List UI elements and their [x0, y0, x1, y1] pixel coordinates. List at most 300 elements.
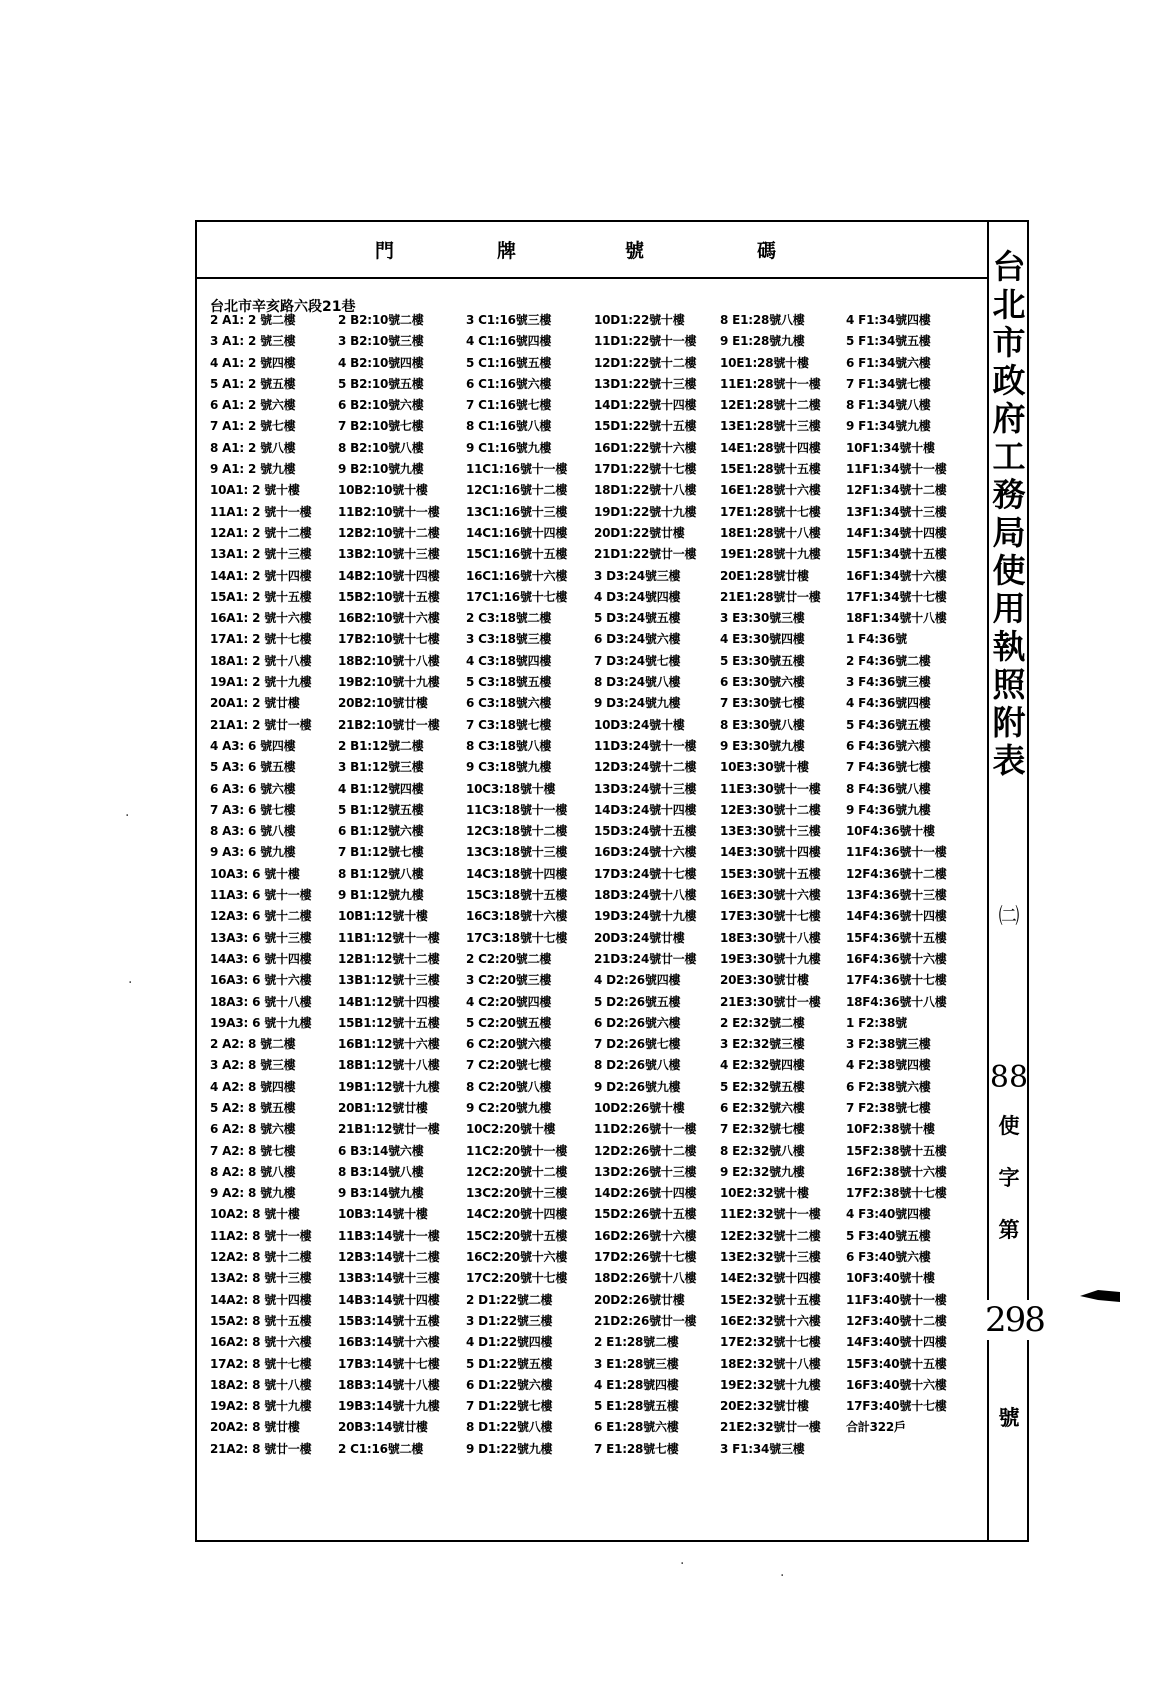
address-entry: 9 B3:14號九樓 [338, 1186, 424, 1201]
address-entry: 4 D1:22號四樓 [466, 1335, 553, 1350]
address-entry: 13A3: 6 號十三樓 [210, 930, 312, 945]
address-entry: 5 B2:10號五樓 [338, 376, 424, 391]
address-entry: 16E3:30號十六樓 [720, 888, 821, 903]
address-entry: 20D1:22號廿樓 [594, 525, 685, 540]
address-entry: 8 C3:18號八樓 [466, 738, 552, 753]
address-entry: 10D1:22號十樓 [594, 313, 685, 327]
address-entry: 16D1:22號十六樓 [594, 440, 697, 455]
address-entry: 17C3:18號十七樓 [466, 930, 568, 945]
address-entry: 8 C2:20號八樓 [466, 1079, 552, 1094]
address-entry: 11E2:32號十一樓 [720, 1207, 821, 1222]
address-entry: 9 C2:20號九樓 [466, 1100, 552, 1115]
address-entry: 18D1:22號十八樓 [594, 483, 697, 498]
address-entry: 13A1: 2 號十三樓 [210, 547, 312, 562]
address-entry: 7 F2:38號七樓 [846, 1100, 931, 1115]
address-entry: 5 F1:34號五樓 [846, 334, 931, 349]
address-entry: 17E1:28號十七樓 [720, 504, 821, 519]
address-entry: 5 A3: 6 號五樓 [210, 760, 296, 775]
address-entry: 10D3:24號十樓 [594, 717, 685, 732]
address-entry: 9 C3:18號九樓 [466, 760, 552, 775]
address-entry: 3 F2:38號三樓 [846, 1037, 931, 1052]
address-entry: 11D3:24號十一樓 [594, 738, 697, 753]
address-entry: 21D3:24號廿一樓 [594, 951, 697, 966]
address-entry: 11F4:36號十一樓 [846, 845, 947, 860]
address-entry: 6 F3:40號六樓 [846, 1250, 931, 1265]
address-entry: 16F2:38號十六樓 [846, 1164, 947, 1179]
address-entry: 9 D2:26號九樓 [594, 1079, 681, 1094]
address-column [338, 310, 470, 1460]
address-entry: 21B1:12號廿一樓 [338, 1122, 440, 1137]
address-entry: 6 E2:32號六樓 [720, 1100, 805, 1115]
address-entry: 6 A3: 6 號六樓 [210, 781, 296, 796]
address-entry: 16A2: 8 號十六樓 [210, 1335, 312, 1350]
address-entry: 6 B1:12號六樓 [338, 824, 424, 839]
address-entry: 14F4:36號十四樓 [846, 909, 947, 924]
part-mark: ㈡ [998, 904, 1020, 928]
address-entry: 14D2:26號十四樓 [594, 1186, 697, 1201]
address-entry: 13C1:16號十三樓 [466, 504, 568, 519]
address-column [466, 310, 598, 1460]
address-entry: 9 C1:16號九樓 [466, 440, 552, 455]
address-entry: 3 C3:18號三樓 [466, 632, 552, 647]
address-entry: 3 A1: 2 號三樓 [210, 334, 296, 349]
type-char: 字 [998, 1165, 1020, 1190]
address-entry: 4 C3:18號四樓 [466, 653, 552, 668]
address-entry: 17F4:36號十七樓 [846, 973, 947, 988]
address-entry: 14B2:10號十四樓 [338, 568, 440, 583]
address-entry: 16A3: 6 號十六樓 [210, 973, 312, 988]
address-entry: 17F1:34號十七樓 [846, 589, 947, 604]
address-entry: 13E2:32號十三樓 [720, 1250, 821, 1265]
address-entry: 9 E1:28號九樓 [720, 334, 805, 349]
address-entry: 15E3:30號十五樓 [720, 866, 821, 881]
address-entry: 4 C2:20號四樓 [466, 994, 552, 1009]
address-entry: 15C1:16號十五樓 [466, 547, 568, 562]
address-entry: 15B1:12號十五樓 [338, 1015, 440, 1030]
address-column [210, 310, 342, 1460]
address-entry: 4 B1:12號四樓 [338, 781, 424, 796]
address-entry: 20D2:26號廿樓 [594, 1292, 685, 1307]
address-entry: 17D3:24號十七樓 [594, 866, 697, 881]
address-entry: 17E2:32號十七樓 [720, 1335, 821, 1350]
address-entry: 12C2:20號十二樓 [466, 1164, 568, 1179]
address-entry: 13E1:28號十三樓 [720, 419, 821, 434]
address-column [720, 310, 852, 1460]
address-entry: 2 A2: 8 號二樓 [210, 1037, 296, 1052]
address-entry: 7 F4:36號七樓 [846, 760, 931, 775]
address-entry: 4 F4:36號四樓 [846, 696, 931, 711]
address-entry: 20A1: 2 號廿樓 [210, 696, 300, 711]
title-char: 表 [992, 741, 1026, 780]
address-entry: 4 D3:24號四樓 [594, 589, 681, 604]
address-entry: 2 E1:28號二樓 [594, 1335, 679, 1350]
address-entry: 5 A1: 2 號五樓 [210, 376, 296, 391]
address-entry: 14A1: 2 號十四樓 [210, 568, 312, 583]
address-entry: 15E1:28號十五樓 [720, 462, 821, 477]
address-entry: 10C2:20號十樓 [466, 1122, 556, 1137]
address-entry: 12A2: 8 號十二樓 [210, 1250, 312, 1265]
address-entry: 13B2:10號十三樓 [338, 547, 440, 562]
address-entry: 2 B2:10號二樓 [338, 313, 424, 327]
address-entry: 16D2:26號十六樓 [594, 1228, 697, 1243]
scan-speck: · [680, 1556, 685, 1572]
address-entry: 6 D2:26號六樓 [594, 1015, 681, 1030]
address-entry: 2 C2:20號二樓 [466, 951, 552, 966]
address-entry: 15C3:18號十五樓 [466, 888, 568, 903]
address-entry: 12E1:28號十二樓 [720, 398, 821, 413]
address-entry: 5 A2: 8 號五樓 [210, 1100, 296, 1115]
address-entry: 13E3:30號十三樓 [720, 824, 821, 839]
address-entry: 3 D1:22號三樓 [466, 1313, 553, 1328]
address-entry: 16B1:12號十六樓 [338, 1037, 440, 1052]
address-entry: 3 E1:28號三樓 [594, 1356, 679, 1371]
address-entry: 16C3:18號十六樓 [466, 909, 568, 924]
address-entry: 5 F4:36號五樓 [846, 717, 931, 732]
address-entry: 6 B2:10號六樓 [338, 398, 424, 413]
address-entry: 13A2: 8 號十三樓 [210, 1271, 312, 1286]
address-entry: 19E3:30號十九樓 [720, 951, 821, 966]
address-entry: 14C1:16號十四樓 [466, 525, 568, 540]
address-entry: 13C3:18號十三樓 [466, 845, 568, 860]
address-entry: 15C2:20號十五樓 [466, 1228, 568, 1243]
scan-speck: · [780, 1568, 785, 1584]
address-entry: 13D3:24號十三樓 [594, 781, 697, 796]
address-entry: 7 E1:28號七樓 [594, 1441, 679, 1456]
address-entry: 3 B2:10號三樓 [338, 334, 424, 349]
address-entry: 6 F2:38號六樓 [846, 1079, 931, 1094]
address-entry: 5 D3:24號五樓 [594, 611, 681, 626]
address-entry: 17C1:16號十七樓 [466, 589, 568, 604]
address-entry: 20B3:14號廿樓 [338, 1420, 428, 1435]
address-entry: 8 A2: 8 號八樓 [210, 1164, 296, 1179]
header-char: 門 [375, 240, 395, 262]
address-entry: 6 A1: 2 號六樓 [210, 398, 296, 413]
title-char: 局 [992, 513, 1026, 552]
address-entry: 4 E3:30號四樓 [720, 632, 805, 647]
address-entry: 8 F4:36號八樓 [846, 781, 931, 796]
address-entry: 12C1:16號十二樓 [466, 483, 568, 498]
address-entry: 15F2:38號十五樓 [846, 1143, 947, 1158]
address-column [846, 310, 978, 1439]
address-entry: 4 E1:28號四樓 [594, 1377, 679, 1392]
address-entry: 8 D1:22號八樓 [466, 1420, 553, 1435]
address-entry: 18A3: 6 號十八樓 [210, 994, 312, 1009]
address-entry: 17F2:38號十七樓 [846, 1186, 947, 1201]
address-entry: 20B1:12號廿樓 [338, 1100, 428, 1115]
address-entry: 18B2:10號十八樓 [338, 653, 440, 668]
address-entry: 15E2:32號十五樓 [720, 1292, 821, 1307]
address-entry: 14B1:12號十四樓 [338, 994, 440, 1009]
lane-address: 台北市辛亥路六段21巷 [210, 299, 356, 315]
address-entry: 20A2: 8 號廿樓 [210, 1420, 300, 1435]
address-entry: 18A2: 8 號十八樓 [210, 1377, 312, 1392]
address-entry: 7 A3: 6 號七樓 [210, 802, 296, 817]
address-entry: 10A1: 2 號十樓 [210, 483, 300, 498]
address-entry: 21A1: 2 號廿一樓 [210, 717, 312, 732]
address-entry: 5 B1:12號五樓 [338, 802, 424, 817]
header-char: 牌 [497, 240, 517, 262]
address-entry: 3 D3:24號三樓 [594, 568, 681, 583]
address-entry: 10F1:34號十樓 [846, 440, 935, 455]
address-entry: 17B2:10號十七樓 [338, 632, 440, 647]
arrow-mark-icon [1080, 1290, 1120, 1302]
address-entry: 17F3:40號十七樓 [846, 1399, 947, 1414]
address-entry: 7 C2:20號七樓 [466, 1058, 552, 1073]
address-entry: 19E2:32號十九樓 [720, 1377, 821, 1392]
address-entry: 5 C3:18號五樓 [466, 675, 552, 690]
address-entry: 17E3:30號十七樓 [720, 909, 821, 924]
address-entry: 3 B1:12號三樓 [338, 760, 424, 775]
address-entry: 6 C2:20號六樓 [466, 1037, 552, 1052]
address-entry: 21E1:28號廿一樓 [720, 589, 821, 604]
address-entry: 11A2: 8 號十一樓 [210, 1228, 312, 1243]
address-entry: 6 D1:22號六樓 [466, 1377, 553, 1392]
address-entry: 16F3:40號十六樓 [846, 1377, 947, 1392]
address-entry: 10F3:40號十樓 [846, 1271, 935, 1286]
address-entry: 17D1:22號十七樓 [594, 462, 697, 477]
address-entry: 18F4:36號十八樓 [846, 994, 947, 1009]
address-entry: 14C2:20號十四樓 [466, 1207, 568, 1222]
address-entry: 7 D2:26號七樓 [594, 1037, 681, 1052]
address-entry: 21B2:10號廿一樓 [338, 717, 440, 732]
address-entry: 2 C1:16號二樓 [338, 1441, 424, 1456]
address-entry: 9 E2:32號九樓 [720, 1164, 805, 1179]
address-entry: 2 C3:18號二樓 [466, 611, 552, 626]
address-entry: 20D3:24號廿樓 [594, 930, 685, 945]
address-entry: 10D2:26號十樓 [594, 1100, 685, 1115]
address-entry: 11D1:22號十一樓 [594, 334, 697, 349]
address-entry: 17A1: 2 號十七樓 [210, 632, 312, 647]
document-number: 298 [985, 1300, 1044, 1340]
address-entry: 1 F4:36號 [846, 632, 907, 647]
address-entry: 7 C3:18號七樓 [466, 717, 552, 732]
address-entry: 15B3:14號十五樓 [338, 1313, 440, 1328]
address-entry: 3 E3:30號三樓 [720, 611, 805, 626]
address-entry: 15F4:36號十五樓 [846, 930, 947, 945]
address-entry: 9 D3:24號九樓 [594, 696, 681, 711]
address-entry: 18E1:28號十八樓 [720, 525, 821, 540]
address-entry: 11D2:26號十一樓 [594, 1122, 697, 1137]
address-entry: 4 B2:10號四樓 [338, 355, 424, 370]
address-entry: 3 F1:34號三樓 [720, 1441, 805, 1456]
address-entry: 8 B3:14號八樓 [338, 1164, 424, 1179]
address-entry: 14F1:34號十四樓 [846, 525, 947, 540]
address-entry: 21D1:22號廿一樓 [594, 547, 697, 562]
address-entry: 1 F2:38號 [846, 1015, 907, 1030]
address-entry: 15F3:40號十五樓 [846, 1356, 947, 1371]
address-entry: 15D3:24號十五樓 [594, 824, 697, 839]
address-entry: 13D1:22號十三樓 [594, 376, 697, 391]
address-entry: 11B3:14號十一樓 [338, 1228, 440, 1243]
address-entry: 6 F1:34號六樓 [846, 355, 931, 370]
address-entry: 17D2:26號十七樓 [594, 1250, 697, 1265]
table-header [197, 222, 987, 279]
address-entry: 12D1:22號十二樓 [594, 355, 697, 370]
address-entry: 9 B2:10號九樓 [338, 462, 424, 477]
document-table [195, 220, 1044, 1542]
scan-speck: · [128, 975, 133, 991]
address-entry: 20E2:32號廿樓 [720, 1399, 809, 1414]
address-entry: 16C2:20號十六樓 [466, 1250, 568, 1265]
address-entry: 8 C1:16號八樓 [466, 419, 552, 434]
address-entry: 9 F1:34號九樓 [846, 419, 931, 434]
address-entry: 9 F4:36號九樓 [846, 802, 931, 817]
address-entry: 18B3:14號十八樓 [338, 1377, 440, 1392]
address-entry: 14C3:18號十四樓 [466, 866, 568, 881]
address-entry: 18E2:32號十八樓 [720, 1356, 821, 1371]
address-entry: 8 E3:30號八樓 [720, 717, 805, 732]
address-entry: 2 A1: 2 號二樓 [210, 313, 296, 327]
address-entry: 19B2:10號十九樓 [338, 675, 440, 690]
address-entry: 3 E2:32號三樓 [720, 1037, 805, 1052]
address-entry: 13B3:14號十三樓 [338, 1271, 440, 1286]
title-char: 照 [992, 665, 1026, 704]
address-entry: 20E1:28號廿樓 [720, 568, 809, 583]
address-entry: 7 E3:30號七樓 [720, 696, 805, 711]
scan-speck: · [125, 808, 130, 824]
address-entry: 12D2:26號十二樓 [594, 1143, 697, 1158]
title-char: 台 [992, 247, 1026, 286]
address-entry: 19A1: 2 號十九樓 [210, 675, 312, 690]
address-entry: 4 A1: 2 號四樓 [210, 355, 296, 370]
address-entry: 5 D2:26號五樓 [594, 994, 681, 1009]
address-entry: 2 F4:36號二樓 [846, 653, 931, 668]
address-entry: 19A2: 8 號十九樓 [210, 1399, 312, 1414]
address-entry: 8 A3: 6 號八樓 [210, 824, 296, 839]
address-entry: 12F3:40號十二樓 [846, 1313, 947, 1328]
address-entry: 17B3:14號十七樓 [338, 1356, 440, 1371]
address-entry: 16E1:28號十六樓 [720, 483, 821, 498]
address-entry: 14A3: 6 號十四樓 [210, 951, 312, 966]
address-entry: 6 D3:24號六樓 [594, 632, 681, 647]
address-entry: 4 A3: 6 號四樓 [210, 738, 296, 753]
address-entry: 3 C1:16號三樓 [466, 313, 552, 327]
address-entry: 2 E2:32號二樓 [720, 1015, 805, 1030]
title-char: 附 [992, 703, 1026, 742]
address-entry: 10B2:10號十樓 [338, 483, 428, 498]
title-char: 執 [992, 627, 1026, 666]
address-entry: 12E2:32號十二樓 [720, 1228, 821, 1243]
header-char: 碼 [757, 240, 777, 262]
address-entry: 7 B2:10號七樓 [338, 419, 424, 434]
address-entry: 5 D1:22號五樓 [466, 1356, 553, 1371]
address-entry: 合計322戶 [846, 1420, 906, 1435]
address-entry: 15B2:10號十五樓 [338, 589, 440, 604]
address-entry: 13D2:26號十三樓 [594, 1164, 697, 1179]
address-entry: 6 C3:18號六樓 [466, 696, 552, 711]
address-entry: 20B2:10號廿樓 [338, 696, 428, 711]
address-entry: 4 D2:26號四樓 [594, 973, 681, 988]
address-entry: 16E2:32號十六樓 [720, 1313, 821, 1328]
address-entry: 19D1:22號十九樓 [594, 504, 697, 519]
address-entry: 7 D3:24號七樓 [594, 653, 681, 668]
address-entry: 14E1:28號十四樓 [720, 440, 821, 455]
address-entry: 7 A1: 2 號七樓 [210, 419, 296, 434]
address-entry: 6 A2: 8 號六樓 [210, 1122, 296, 1137]
address-entry: 12B3:14號十二樓 [338, 1250, 440, 1265]
address-entry: 9 B1:12號九樓 [338, 888, 424, 903]
address-entry: 13F4:36號十三樓 [846, 888, 947, 903]
address-entry: 11B2:10號十一樓 [338, 504, 440, 519]
address-entry: 2 B1:12號二樓 [338, 738, 424, 753]
address-entry: 4 F2:38號四樓 [846, 1058, 931, 1073]
address-entry: 5 C1:16號五樓 [466, 355, 552, 370]
address-entry: 10C3:18號十樓 [466, 781, 556, 796]
address-entry: 6 E1:28號六樓 [594, 1420, 679, 1435]
address-entry: 2 D1:22號二樓 [466, 1292, 553, 1307]
address-entry: 11A3: 6 號十一樓 [210, 888, 312, 903]
title-char: 使 [992, 551, 1026, 590]
title-char: 用 [992, 589, 1026, 628]
address-entry: 9 A2: 8 號九樓 [210, 1186, 296, 1201]
address-entry: 20E3:30號廿樓 [720, 973, 809, 988]
address-entry: 4 E2:32號四樓 [720, 1058, 805, 1073]
address-entry: 16F4:36號十六樓 [846, 951, 947, 966]
address-entry: 5 E3:30號五樓 [720, 653, 805, 668]
address-entry: 13F1:34號十三樓 [846, 504, 947, 519]
address-entry: 8 E1:28號八樓 [720, 313, 805, 327]
address-entry: 5 E2:32號五樓 [720, 1079, 805, 1094]
address-entry: 19A3: 6 號十九樓 [210, 1015, 312, 1030]
address-entry: 4 C1:16號四樓 [466, 334, 552, 349]
address-entry: 8 D3:24號八樓 [594, 675, 681, 690]
address-entry: 12B1:12號十二樓 [338, 951, 440, 966]
address-entry: 3 F4:36號三樓 [846, 675, 931, 690]
address-entry: 14B3:14號十四樓 [338, 1292, 440, 1307]
address-entry: 11B1:12號十一樓 [338, 930, 440, 945]
address-entry: 10B1:12號十樓 [338, 909, 428, 924]
address-entry: 17A2: 8 號十七樓 [210, 1356, 312, 1371]
address-entry: 6 E3:30號六樓 [720, 675, 805, 690]
address-entry: 10A2: 8 號十樓 [210, 1207, 300, 1222]
address-entry: 11C3:18號十一樓 [466, 802, 568, 817]
address-entry: 15A1: 2 號十五樓 [210, 589, 312, 604]
address-entry: 5 E1:28號五樓 [594, 1399, 679, 1414]
address-entry: 9 D1:22號九樓 [466, 1441, 553, 1456]
address-entry: 16F1:34號十六樓 [846, 568, 947, 583]
address-entry: 6 B3:14號六樓 [338, 1143, 424, 1158]
address-entry: 18A1: 2 號十八樓 [210, 653, 312, 668]
suffix-char: 號 [998, 1405, 1020, 1430]
address-entry: 18F1:34號十八樓 [846, 611, 947, 626]
address-entry: 10F4:36號十樓 [846, 824, 935, 839]
address-entry: 15D2:26號十五樓 [594, 1207, 697, 1222]
title-sidebar [985, 222, 1044, 1540]
address-entry: 16C1:16號十六樓 [466, 568, 568, 583]
address-entry: 18E3:30號十八樓 [720, 930, 821, 945]
address-entry: 11F3:40號十一樓 [846, 1292, 947, 1307]
address-entry: 3 C2:20號三樓 [466, 973, 552, 988]
address-entry: 21A2: 8 號廿一樓 [210, 1441, 312, 1456]
address-entry: 10A3: 6 號十樓 [210, 866, 300, 881]
address-entry: 8 B1:12號八樓 [338, 866, 424, 881]
address-entry: 16D3:24號十六樓 [594, 845, 697, 860]
address-entry: 4 A2: 8 號四樓 [210, 1079, 296, 1094]
address-entry: 14D1:22號十四樓 [594, 398, 697, 413]
address-entry: 15A2: 8 號十五樓 [210, 1313, 312, 1328]
address-entry: 21E2:32號廿一樓 [720, 1420, 821, 1435]
address-entry: 14E2:32號十四樓 [720, 1271, 821, 1286]
title-char: 工 [992, 437, 1026, 476]
address-entry: 15D1:22號十五樓 [594, 419, 697, 434]
address-entry: 16B3:14號十六樓 [338, 1335, 440, 1350]
address-entry: 12C3:18號十二樓 [466, 824, 568, 839]
address-entry: 10E1:28號十樓 [720, 355, 809, 370]
address-entry: 21D2:26號廿一樓 [594, 1313, 697, 1328]
address-entry: 7 D1:22號七樓 [466, 1399, 553, 1414]
vertical-title [991, 248, 1027, 780]
address-entry: 12F4:36號十二樓 [846, 866, 947, 881]
